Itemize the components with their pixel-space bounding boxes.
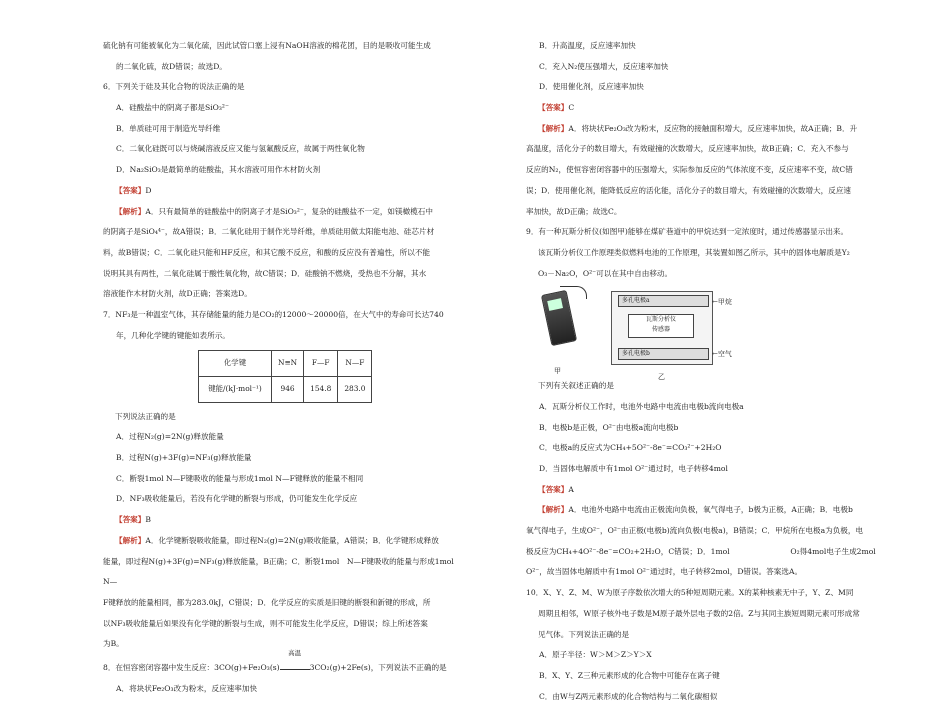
q7-option-line: A．过程N₂(g)=2N(g)释放能量	[116, 432, 224, 442]
q7-analysis-line: F键释放的能量相同，都为283.0kJ，C错误；D．化学反应的实质是旧键的断裂和新键的形成，所	[103, 597, 431, 607]
analysis-text: 能量，即过程N(g)+3F(g)=NF₃(g)释放能量，B正确；C．断裂1mol N—F键吸收的能量与形成1mol	[103, 556, 454, 566]
question-line: C．二氧化硅既可以与烧碱溶液反应又能与氢氟酸反应，故属于两性氧化物	[116, 144, 365, 154]
figure-label-jia: 甲	[554, 367, 561, 376]
q10-line: 10．X、Y、Z、M、W为原子序数依次增大的5种短周期元素。X的某种核素无中子，Y、Z、M同	[526, 588, 854, 598]
q9-option-line: B．电极b是正极，O²⁻由电极a流向电极b	[539, 422, 679, 432]
table-header-cell: N—F	[338, 351, 372, 377]
q9-analysis-line	[526, 500, 888, 521]
question-line: A．硅酸盐中的阴离子都是SiO₃²⁻	[116, 103, 229, 113]
table-cell: 946	[272, 377, 304, 403]
q6-analysis-line	[103, 284, 465, 305]
q6-analysis-line	[103, 222, 465, 243]
figure-label-yi: 乙	[658, 373, 665, 382]
electrode-b: 多孔电极b	[618, 348, 709, 360]
analysis-text: 溶液能作木材防火剂，故D正确；答案选D。	[103, 289, 252, 299]
q8-analysis-line	[526, 160, 888, 181]
q7-option-line: 下列说法正确的是	[115, 411, 176, 421]
q7-stem-line: 7．NF₃是一种温室气体，其存储能量的能力是CO₂的12000～20000倍，在大气中的寿命可长达740	[103, 309, 444, 319]
analysis-text: 氧气得电子，生成O²⁻，O²⁻由正极(电极b)流向负极(电极a)，B错误；C．甲烷所在电极a为负极，电	[526, 526, 864, 536]
q8-option-line: D．使用催化剂，反应速率加快	[539, 82, 644, 92]
q10-line: A．原子半径：W＞M＞Z＞Y＞X	[539, 650, 652, 660]
q9-stem-line: 该瓦斯分析仪工作原理类似燃料电池的工作原理，其装置如图乙所示，其中的固体电解质是Y₂	[538, 247, 850, 257]
q8-option-line: C．充入N₂使压强增大，反应速率加快	[539, 61, 669, 71]
air-label: ←空气	[712, 350, 732, 359]
sensor-line2: 传感器	[651, 326, 670, 334]
table-header-cell: F—F	[304, 351, 338, 377]
table-cell: 154.8	[304, 377, 338, 403]
question-line: 6．下列关于硅及其化合物的说法正确的是	[103, 82, 245, 92]
analysis-text: 反应的N₂，使恒容密闭容器中的压强增大，实际参加反应的气体浓度不变，反应速率不变，故C错	[526, 165, 853, 175]
question-line: D．Na₂SiO₃是最简单的硅酸盐，其水溶液可用作木材防火剂	[116, 165, 321, 175]
q8-analysis-line	[526, 181, 888, 202]
q8-option-a: A．将块状Fe₂O₃改为粉末，反应速率加快	[116, 683, 258, 693]
question-line: B．单质硅可用于制造光导纤维	[116, 123, 221, 133]
q6-analysis-line	[103, 264, 465, 285]
analysis-tag: 【解析】	[115, 206, 146, 216]
q7-stem-line: 年，几种化学键的键能如表所示。	[116, 330, 230, 340]
q7-analysis-line	[103, 552, 465, 573]
q9-stem-line: 9．有一种瓦斯分析仪(如图甲)能够在煤矿巷道中的甲烷达到一定浓度时，通过传感器显示出来。	[526, 227, 849, 237]
analysis-tag: 【解析】	[538, 505, 569, 515]
q9-option-line: 下列有关叙述正确的是	[538, 381, 614, 391]
analysis-text: 的阴离子是SiO₄⁴⁻，故A错误；B．二氧化硅用于制作光导纤维，单质硅用做太阳能电池、硅芯片材	[103, 227, 435, 237]
sensor-body	[628, 314, 694, 338]
q7-analysis-line	[103, 572, 465, 593]
q6-answer: 【答案】D	[115, 185, 152, 195]
q6-analysis-line	[103, 202, 465, 223]
q9-stem-line: O₃－Na₂O，O²⁻可以在其中自由移动。	[538, 268, 673, 278]
right-column	[526, 36, 888, 707]
q7-option-line: B．过程N(g)+3F(g)=NF₃(g)释放能量	[116, 453, 252, 463]
q7-analysis-line: 以NF₃吸收能量后如果没有化学键的断裂与生成，则不可能发生化学反应，D错误；综上所述答案	[103, 618, 428, 628]
q8-answer: 【答案】C	[538, 103, 575, 113]
gas-analyzer-figure	[540, 286, 888, 382]
analysis-text: A．电池外电路中电流由正极流向负极，氧气得电子，b极为正极，A正确；B．电极b	[568, 505, 853, 515]
analysis-tag: 【解析】	[115, 535, 146, 545]
q7-analysis-line: 为B。	[103, 639, 124, 649]
analysis-text: 料，故B错误；C．二氧化硅只能和HF反应，和其它酸不反应，和酸的反应没有普遍性，所以不能	[103, 247, 431, 257]
q10-line: C．由W与Z两元素形成的化合物结构与二氧化碳相似	[539, 691, 718, 701]
analysis-tag: 【解析】	[538, 123, 569, 133]
analysis-text: N—	[103, 577, 118, 587]
table-cell: 283.0	[338, 377, 372, 403]
analysis-text: 误；D．使用催化剂，能降低反应的活化能，活化分子的数目增大，有效碰撞的次数增大，反应速	[526, 185, 852, 195]
q7-analysis-line	[103, 531, 465, 552]
bond-energy-table	[198, 350, 372, 402]
q9-analysis-line	[526, 521, 888, 542]
analysis-text: A．将块状Fe₂O₃改为粉末，反应物的接触面积增大，反应速率加快，故A正确；B．升	[568, 123, 858, 133]
table-header-cell: N≡N	[272, 351, 304, 377]
q7-option-line: D．NF₃吸收能量后，若没有化学键的断裂与形成，仍可能发生化学反应	[116, 494, 358, 504]
analysis-text: 率加快，故D正确；故选C。	[526, 206, 622, 216]
analysis-text: 高温度，活化分子的数目增大，有效碰撞的次数增大，反应速率加快，故B正确；C．充入不参与	[526, 144, 849, 154]
q8-analysis-line	[526, 139, 888, 160]
analysis-text: O²⁻，故当固体电解质中有1mol O²⁻通过时，电子转移2mol，D错误。答案选A。	[526, 567, 803, 577]
table-row-label: 键能/(kJ·mol⁻¹)	[199, 377, 272, 403]
q8-condition: 高温	[288, 648, 302, 657]
q8-analysis-line	[526, 119, 888, 140]
table-header-cell: 化学键	[199, 351, 272, 377]
q9-option-line: D．当固体电解质中有1mol O²⁻通过时，电子转移4mol	[539, 464, 728, 473]
q8-option-line: B．升高温度，反应速率加快	[539, 41, 636, 50]
question-line: 的二氧化硫，故D错误；故选D。	[116, 61, 227, 71]
q8-analysis-line	[526, 202, 888, 223]
electrode-a: 多孔电极a	[618, 295, 709, 307]
q8-stem: 8．在恒容密闭容器中发生反应：3CO(g)+Fe₂O₃(s) 高温 3CO₂(g)+2Fe(s)，下列说法不正确的是	[103, 648, 447, 672]
sensor-line1: 瓦斯分析仪	[645, 316, 676, 324]
question-line: 硫化钠有可能被氧化为二氧化硫，因此试管口塞上浸有NaOH溶液的棉花团，目的是吸收可能生成	[103, 41, 431, 50]
analysis-text: A．化学键断裂吸收能量，即过程N₂(g)=2N(g)吸收能量，A错误；B．化学键形成释放	[145, 535, 439, 545]
q6-analysis-line	[103, 243, 465, 264]
left-column	[103, 36, 465, 700]
q7-answer: 【答案】B	[115, 515, 151, 525]
q9-answer: 【答案】A	[538, 484, 574, 494]
q9-option-line: C．电极a的反应式为CH₄+5O²⁻-8e⁻=CO₃²⁻+2H₂O	[539, 443, 722, 453]
q10-line: B．X、Y、Z三种元素形成的化合物中可能存在离子键	[539, 670, 720, 680]
analysis-text: 极反应为CH₄+4O²⁻-8e⁻=CO₂+2H₂O，C错误；D．1mol O₂得4mol电子生成2mol	[526, 546, 876, 556]
sensor-diagram	[611, 291, 713, 365]
analysis-text: A．只有最简单的硅酸盐中的阴离子才是SiO₃²⁻，复杂的硅酸盐不一定，如镁橄榄石中	[145, 206, 433, 216]
analysis-text: 说明其具有两性，二氧化硅属于酸性氧化物，故C错误；D．硅酸钠不燃烧，受热也不分解，其水	[103, 268, 427, 278]
q10-line: 周期且相邻，W原子核外电子数是M原子最外层电子数的2倍。Z与其同主族短周期元素可形成常	[538, 608, 860, 618]
methane-label: ←甲烷	[712, 298, 732, 307]
q9-analysis-line	[526, 542, 888, 563]
q9-option-line: A．瓦斯分析仪工作时，电池外电路中电流由电极b流向电极a	[539, 401, 744, 411]
q10-line: 见气体。下列说法正确的是	[538, 629, 630, 639]
q7-option-line: C．断裂1mol N—F键吸收的能量与形成1mol N—F键释放的能量不相同	[116, 473, 364, 483]
q9-analysis-line	[526, 562, 888, 583]
